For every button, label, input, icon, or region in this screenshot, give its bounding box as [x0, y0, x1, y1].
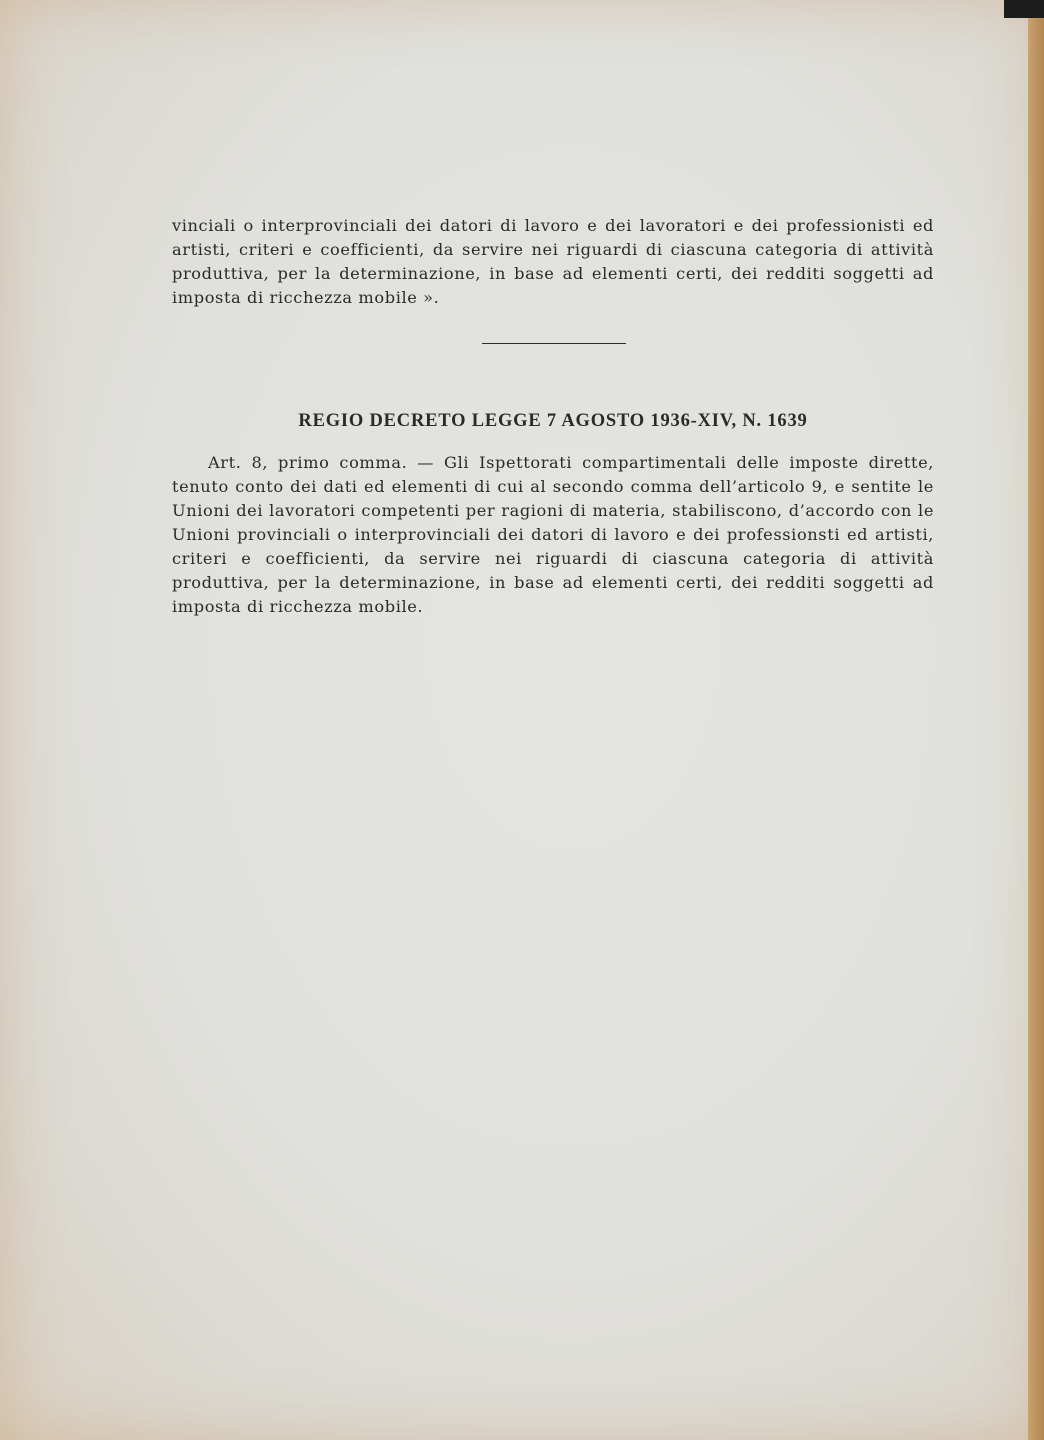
intro-paragraph: vinciali o interprovinciali dei datori di lavoro e dei lavoratori e dei professionisti ed artisti, criteri e coefficienti, da servire nei riguardi di ciascuna categoria di attività produttiva, per la determinazione, in base ad elementi certi, dei redditi soggetti ad imposta di ricchezza mobile ». [172, 216, 934, 307]
scan-corner [1004, 0, 1044, 18]
page-edge [1028, 0, 1044, 1440]
section-divider [482, 343, 626, 344]
decree-title: REGIO DECRETO LEGGE 7 AGOSTO 1936-XIV, N. 1639 [298, 411, 808, 431]
article-paragraph: Art. 8, primo comma. — Gli Ispettorati compartimentali delle imposte dirette, tenuto conto dei dati ed elementi di cui al secondo comma dell’articolo 9, e sentite le Unioni dei lavoratori competenti per ragioni di materia, stabiliscono, d’accordo con le Unioni provinciali o interprovinciali dei datori di lavoro e dei professionsti ed artisti, criteri e coefficienti, da servire nei riguardi di ciascuna categoria di attività produttiva, per la determinazione, in base ad elementi certi, dei redditi soggetti ad imposta di ricchezza mobile. [172, 453, 934, 616]
